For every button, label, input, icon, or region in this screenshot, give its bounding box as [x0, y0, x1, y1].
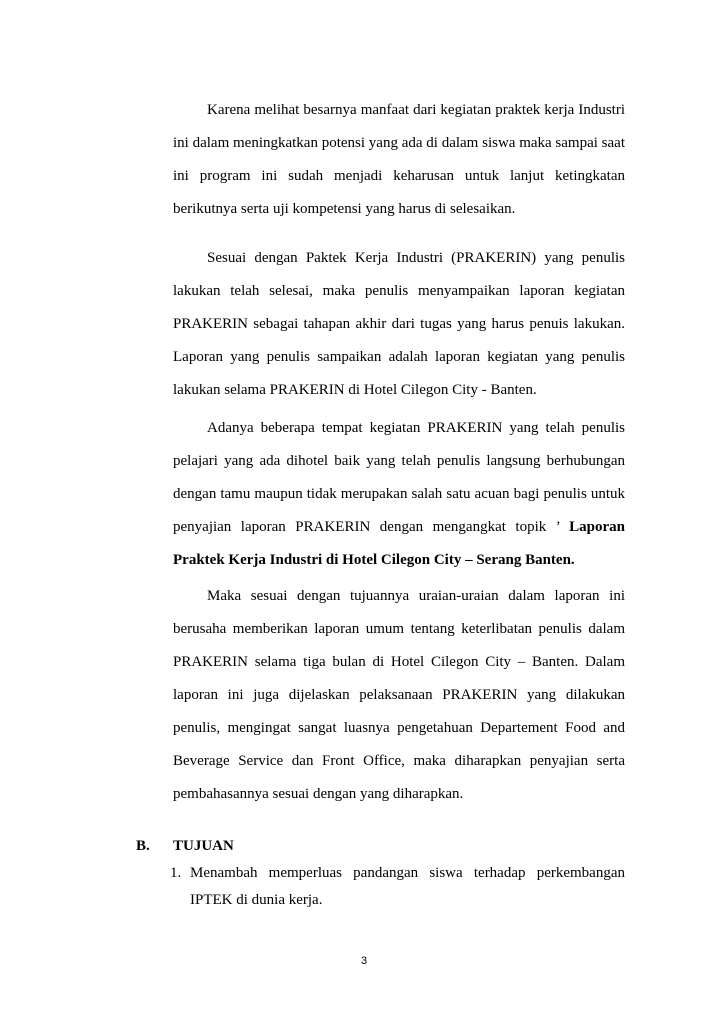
list-item — [170, 860, 625, 914]
report-topic-title: Laporan Praktek Kerja Industri di Hotel Cilegon City – Serang Banten. — [173, 519, 625, 568]
page-number: 3 — [360, 955, 368, 967]
section-title: TUJUAN — [173, 838, 234, 854]
paragraph-3 — [173, 412, 625, 577]
section-letter: B. — [136, 838, 150, 854]
list-item-text: Menambah memperluas pandangan siswa terhadap perkembangan IPTEK di dunia kerja. — [190, 865, 625, 908]
paragraph-4: Maka sesuai dengan tujuannya uraian-uraian dalam laporan ini berusaha memberikan laporan umum tentang keterlibatan penulis dalam PRAKERIN selama tiga bulan di Hotel Cilegon City – Banten. Dalam laporan ini juga dijelaskan pelaksanaan PRAKERIN yang dilakukan penulis, mengingat sangat luasnya pengetahuan Departement Food and Beverage Service dan Front Office, maka diharapkan penyajian serta pembahasannya sesuai dengan yang diharapkan. — [173, 588, 625, 802]
paragraph-2: Sesuai dengan Paktek Kerja Industri (PRAKERIN) yang penulis lakukan telah selesai, maka penulis menyampaikan laporan kegiatan PRAKERIN sebagai tahapan akhir dari tugas yang harus penuis lakukan. Laporan yang penulis sampaikan adalah laporan kegiatan yang penulis lakukan selama PRAKERIN di Hotel Cilegon City - Banten. — [173, 250, 625, 398]
paragraph-1: Karena melihat besarnya manfaat dari kegiatan praktek kerja Industri ini dalam meningkatkan potensi yang ada di dalam siswa maka sampai saat ini program ini sudah menjadi keharusan untuk lanjut ketingkatan berikutnya serta uji kompetensi yang harus di selesaikan. — [173, 102, 625, 217]
list-item-number: 1. — [170, 865, 182, 881]
objective-list — [170, 860, 625, 914]
paragraph-3-text: Adanya beberapa tempat kegiatan PRAKERIN yang telah penulis pelajari yang ada dihotel baik yang telah penulis langsung berhubungan dengan tamu maupun tidak merupakan salah satu acuan bagi penulis untuk penyajian laporan PRAKERIN dengan mengangkat topik ’ — [173, 420, 625, 535]
